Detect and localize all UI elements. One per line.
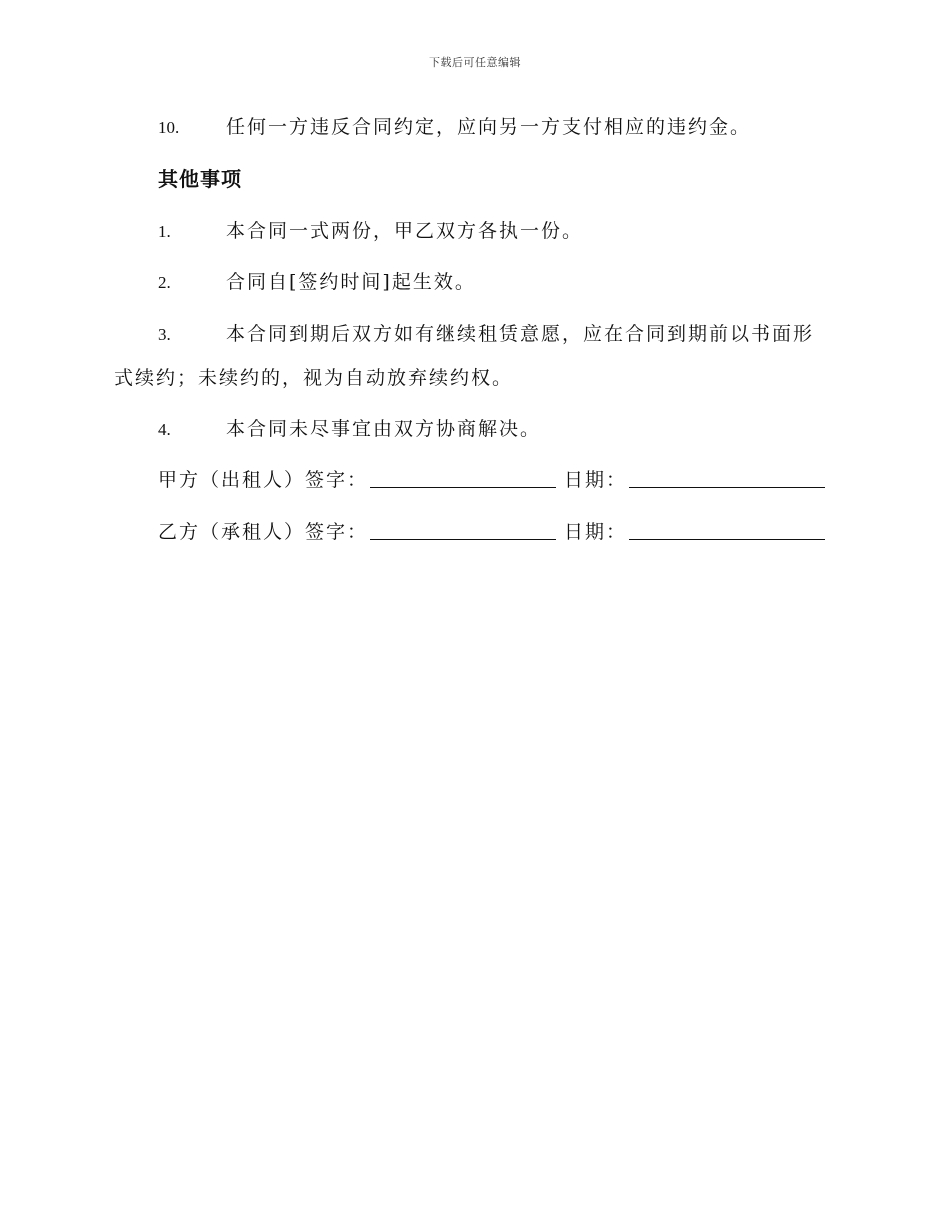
other-item-3	[158, 321, 814, 348]
item-number: 3.	[158, 325, 171, 344]
clause-10	[158, 114, 751, 141]
item-number: 2.	[158, 273, 171, 292]
date-label: 日期：	[564, 521, 628, 543]
header-note: 下载后可任意编辑	[429, 56, 521, 69]
signature-row-party-a	[158, 467, 825, 493]
other-item-2	[158, 269, 476, 296]
item-text: 本合同到期后双方如有继续租赁意愿，应在合同到期前以书面形	[226, 323, 815, 345]
item-number: 4.	[158, 420, 171, 439]
item-text: 本合同未尽事宜由双方协商解决。	[226, 418, 542, 440]
item-number: 1.	[158, 222, 171, 241]
signature-label: 甲方（出租人）签字：	[158, 469, 369, 491]
other-item-1	[158, 218, 583, 245]
item-text: 合同自[签约时间]起生效。	[226, 271, 476, 293]
signature-blank[interactable]	[370, 469, 556, 488]
item-text: 本合同一式两份，甲乙双方各执一份。	[226, 220, 584, 242]
section-heading-other-matters: 其他事项	[158, 167, 242, 191]
other-item-3-continuation: 式续约；未续约的，视为自动放弃续约权。	[114, 367, 514, 389]
date-label: 日期：	[564, 469, 628, 491]
date-blank[interactable]	[629, 521, 825, 540]
date-blank[interactable]	[629, 469, 825, 488]
clause-text: 任何一方违反合同约定，应向另一方支付相应的违约金。	[226, 116, 752, 138]
signature-row-party-b	[158, 519, 825, 545]
clause-number: 10.	[158, 118, 180, 137]
signature-label: 乙方（承租人）签字：	[158, 521, 369, 543]
signature-blank[interactable]	[370, 521, 556, 540]
other-item-4	[158, 416, 541, 443]
